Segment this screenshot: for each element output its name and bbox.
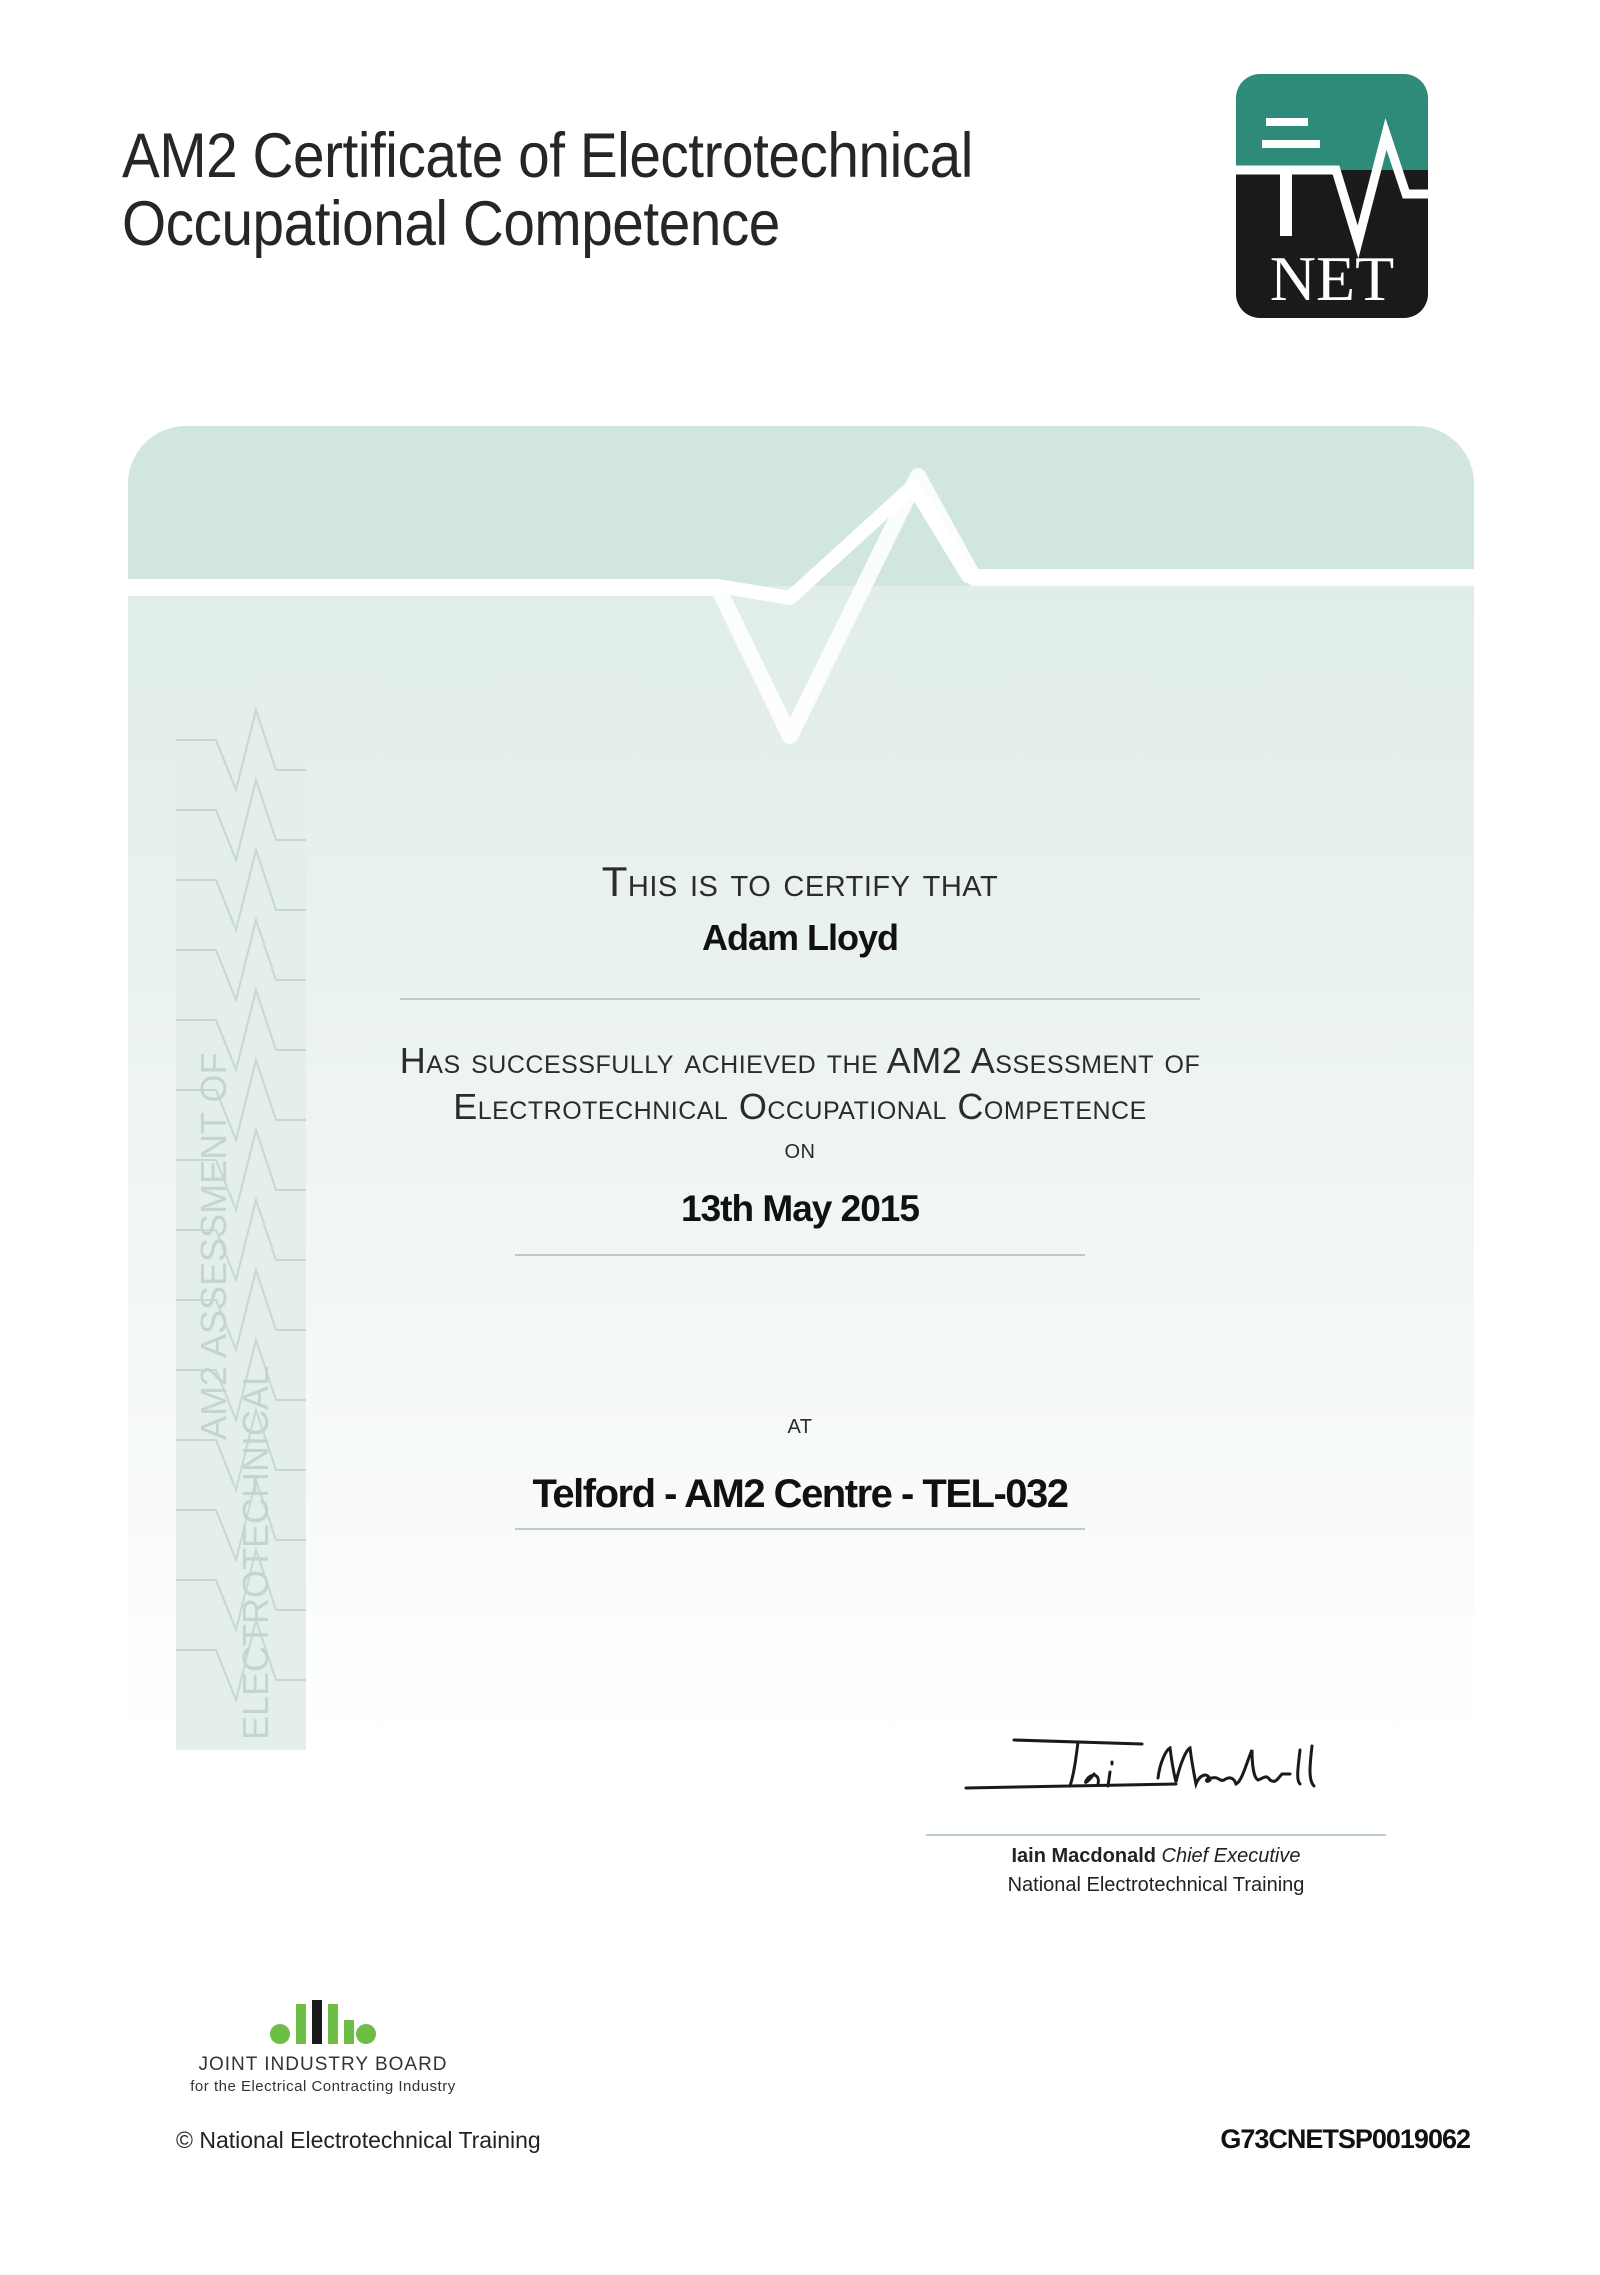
signature-image	[960, 1728, 1330, 1828]
jib-name: JOINT INDUSTRY BOARD	[198, 2054, 448, 2075]
date-underline	[515, 1254, 1085, 1256]
jib-subtitle: for the Electrical Contracting Industry	[190, 2078, 456, 2095]
net-logo-icon	[1236, 74, 1428, 318]
signatory-name-title	[926, 1845, 1386, 1868]
signatory-name: Iain Macdonald	[1011, 1845, 1156, 1867]
centre-underline	[515, 1528, 1085, 1530]
award-date: 13th May 2015	[681, 1188, 919, 1229]
certificate-serial-number: G73CNETSP0019062	[1220, 2124, 1470, 2154]
signatory-organisation: National Electrotechnical Training	[1007, 1874, 1305, 1896]
certificate-title	[122, 122, 1004, 258]
name-underline	[400, 998, 1200, 1000]
watermark-text-2: ELECTROTECHNICAL	[235, 1365, 276, 1740]
watermark-text-1: AM2 ASSESSMENT OF	[193, 1052, 234, 1440]
net-logo-text: NET	[1269, 243, 1395, 314]
signatory-title: Chief Executive	[1161, 1845, 1301, 1867]
certificate-title-line1: AM2 Certificate of Electrotechnical	[122, 121, 973, 191]
certificate-title-line2: Occupational Competence	[122, 189, 780, 259]
jib-logo-icon	[268, 1996, 378, 2046]
assessment-centre: Telford - AM2 Centre - TEL-032	[532, 1472, 1068, 1516]
certify-statement: This is to certify that	[601, 858, 999, 905]
achievement-line-1: Has successfully achieved the AM2 Assessment of	[399, 1040, 1201, 1081]
copyright-notice: © National Electrotechnical Training	[176, 2127, 541, 2153]
achievement-line-2: Electrotechnical Occupational Competence	[453, 1086, 1147, 1127]
signature-line	[926, 1834, 1386, 1836]
at-label: at	[787, 1408, 813, 1440]
on-label: on	[784, 1133, 816, 1165]
recipient-name: Adam Lloyd	[701, 917, 898, 958]
